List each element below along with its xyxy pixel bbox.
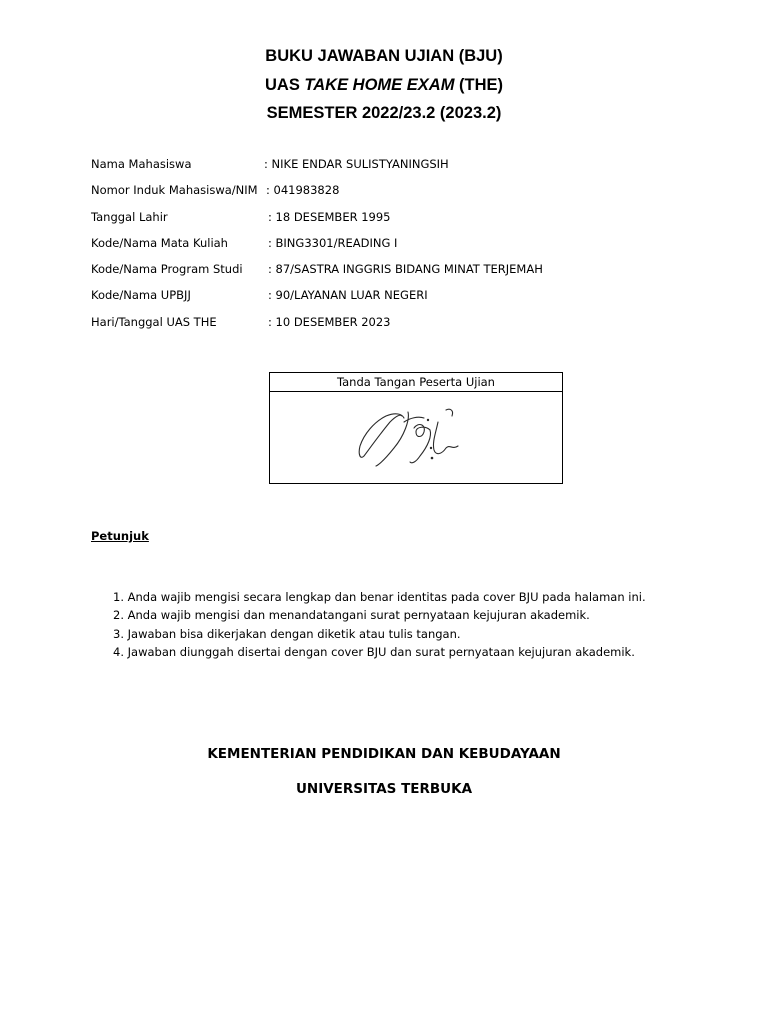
identity-label: Nomor Induk Mahasiswa/NIM [91,183,258,198]
identity-value: : BING3301/READING I [268,235,398,250]
list-item: 1. Anda wajib mengisi secara lengkap dan benar identitas pada cover BJU pada halaman ini. [113,590,646,604]
title-line-2-suffix: (THE) [454,75,504,94]
university-name: UNIVERSITAS TERBUKA [295,781,473,797]
identity-label: Tanggal Lahir [91,209,168,224]
list-item: 3. Jawaban bisa dikerjakan dengan diketik atau tulis tangan. [113,626,461,641]
list-item: 4. Jawaban diunggah disertai dengan cover BJU dan surat pernyataan kejujuran akademik. [113,644,635,659]
title-line-2-italic: TAKE HOME EXAM [304,75,455,94]
handwritten-signature-icon [346,400,486,475]
title-line-1: BUKU JAWABAN UJIAN (BJU) [265,47,503,65]
identity-label: Kode/Nama UPBJJ [91,288,191,303]
title-line-3: SEMESTER 2022/23.2 (2023.2) [266,104,502,122]
title-line-2 [0,71,768,100]
identity-label: Kode/Nama Program Studi [91,262,243,277]
identity-value: : 90/LAYANAN LUAR NEGERI [268,288,428,303]
ministry-name: KEMENTERIAN PENDIDIKAN DAN KEBUDAYAAN [207,746,561,762]
identity-value: : NIKE ENDAR SULISTYANINGSIH [264,157,449,171]
signature-box [269,372,563,484]
signature-header: Tanda Tangan Peserta Ujian [270,373,562,392]
document-title [0,42,768,128]
identity-value: : 87/SASTRA INGGRIS BIDANG MINAT TERJEMAH [268,262,543,277]
list-item: 2. Anda wajib mengisi dan menandatangani surat pernyataan kejujuran akademik. [113,608,590,623]
institution-footer [0,742,768,812]
identity-value: : 10 DESEMBER 2023 [268,314,391,329]
title-line-2-prefix: UAS [264,75,305,94]
signature-area [270,392,562,483]
petunjuk-heading: Petunjuk [91,529,149,543]
identity-label: Hari/Tanggal UAS THE [91,314,217,329]
identity-value: : 18 DESEMBER 1995 [268,209,391,224]
identity-value: : 041983828 [266,183,340,198]
identity-label: Kode/Nama Mata Kuliah [91,235,228,250]
identity-label: Nama Mahasiswa [91,157,192,171]
instruction-list [113,588,646,661]
